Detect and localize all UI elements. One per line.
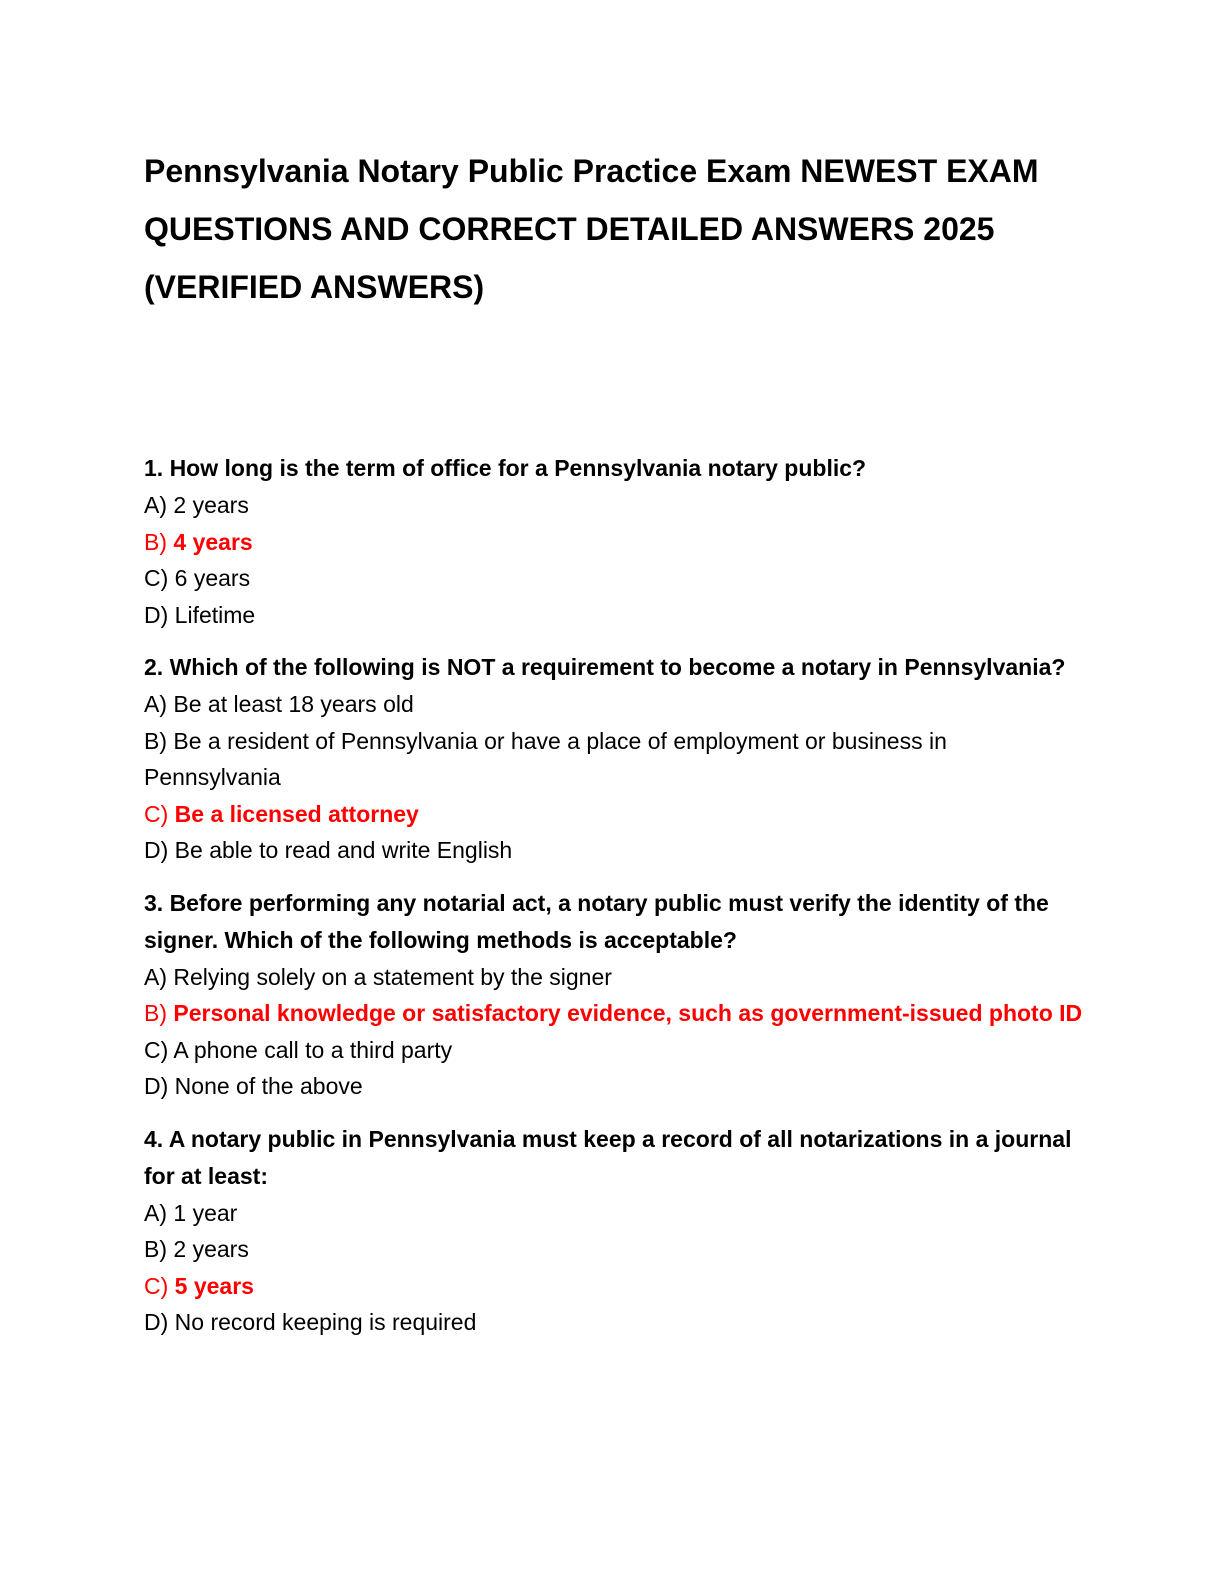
question-2 (144, 649, 1084, 869)
option-b-correct-answer (144, 524, 1084, 561)
option-text: Relying solely on a statement by the signer (173, 963, 612, 990)
option-letter: C) (144, 1272, 169, 1299)
option-letter: A) (144, 691, 167, 717)
option-letter: C) (144, 1036, 169, 1063)
option-text: Be a licensed attorney (174, 800, 419, 827)
option-c (144, 560, 1084, 597)
question-text: 4. A notary public in Pennsylvania must keep a record of all notarizations in a journal for at least: (144, 1125, 1072, 1189)
option-letter: C) (144, 800, 169, 827)
option-text: Be at least 18 years old (173, 691, 414, 717)
question-text: 1. How long is the term of office for a Pennsylvania notary public? (144, 455, 867, 481)
option-d (144, 597, 1084, 634)
option-b (144, 723, 1084, 796)
option-text: 2 years (173, 1236, 249, 1262)
option-text: 2 years (173, 492, 249, 518)
question-4 (144, 1121, 1084, 1341)
option-text: Personal knowledge or satisfactory evidence, such as government-issued photo ID (173, 1000, 1083, 1026)
option-letter: A) (144, 1199, 167, 1226)
document-title: Pennsylvania Notary Public Practice Exam NEWEST EXAM QUESTIONS AND CORRECT DETAILED ANSWERS 2025 (VERIFIED ANSWERS) (144, 153, 1039, 305)
question-text: 2. Which of the following is NOT a requirement to become a notary in Pennsylvania? (144, 654, 1066, 680)
option-letter: D) (144, 837, 169, 863)
option-letter: B) (144, 727, 167, 754)
option-text: Be able to read and write English (174, 837, 513, 863)
question-3 (144, 885, 1084, 1105)
option-a (144, 686, 1084, 723)
option-letter: C) (144, 565, 169, 591)
option-text: 4 years (173, 528, 253, 555)
question-1 (144, 450, 1084, 633)
option-a (144, 487, 1084, 524)
option-text: A phone call to a third party (173, 1036, 453, 1063)
option-letter: B) (144, 528, 167, 555)
option-d (144, 832, 1084, 869)
question-list (144, 450, 1084, 1357)
option-a (144, 959, 1084, 996)
option-text: Be a resident of Pennsylvania or have a place of employment or business in Pennsylvania (144, 727, 947, 790)
option-letter: B) (144, 1236, 167, 1262)
option-letter: D) (144, 601, 169, 628)
option-text: 5 years (174, 1272, 254, 1299)
question-text: 3. Before performing any notarial act, a notary public must verify the identity of the signer. Which of the following methods is acceptable? (144, 889, 1049, 953)
option-letter: B) (144, 1000, 167, 1026)
option-c (144, 1032, 1084, 1069)
option-letter: D) (144, 1073, 169, 1099)
option-d (144, 1304, 1084, 1341)
option-letter: A) (144, 492, 167, 518)
option-c-correct-answer (144, 796, 1084, 833)
option-text: No record keeping is required (174, 1309, 477, 1335)
option-text: 1 year (173, 1199, 238, 1226)
option-text: 6 years (174, 565, 251, 591)
option-text: Lifetime (174, 601, 256, 628)
option-c-correct-answer (144, 1268, 1084, 1305)
option-letter: A) (144, 963, 167, 990)
option-text: None of the above (174, 1073, 363, 1099)
option-a (144, 1195, 1084, 1232)
option-b-correct-answer (144, 995, 1084, 1032)
option-b (144, 1231, 1084, 1268)
option-d (144, 1068, 1084, 1105)
option-letter: D) (144, 1309, 169, 1335)
